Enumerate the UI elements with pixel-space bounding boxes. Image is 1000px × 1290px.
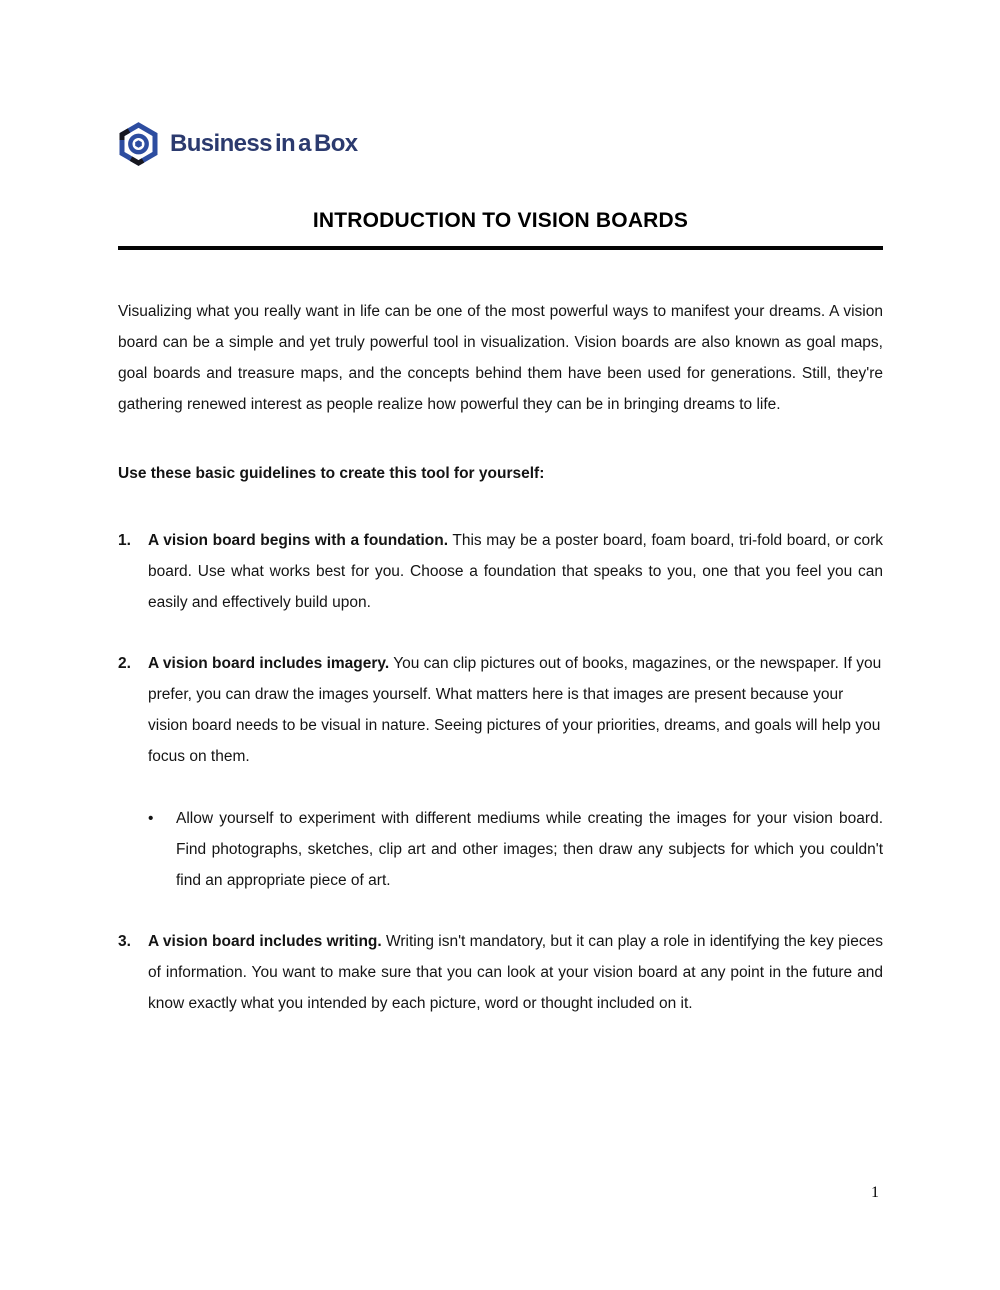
- intro-paragraph: Visualizing what you really want in life can be one of the most powerful ways to manifest your dreams. A vision board can be a simple and yet truly powerful tool in visualization. Vision boards are also known as goal maps, goal boards and treasure maps, and the concepts behind them have been used for generations. Still, they're gathering renewed interest as people realize how powerful they can be in bringing dreams to life.: [118, 303, 883, 413]
- list-item-1: [118, 525, 883, 618]
- list-item-text: [148, 926, 883, 1019]
- logo: [118, 0, 883, 164]
- list-item-text: [148, 525, 883, 618]
- list-item-lead: A vision board includes writing.: [148, 933, 382, 950]
- list-item-body: Writing isn't mandatory, but it can play a role in identifying the key pieces of information. You want to make sure that you can look at your vision board at any point in the future and know exactly what you intended by each picture, word or thought included on it.: [148, 933, 883, 1012]
- title-rule: [118, 246, 883, 250]
- bullet-text: Allow yourself to experiment with different mediums while creating the images for your vision board. Find photographs, sketches, clip art and other images; then draw any subjects for which you couldn't find an appropriate piece of art.: [176, 810, 883, 889]
- list-number: 2.: [118, 655, 131, 672]
- bullet-icon: •: [148, 810, 154, 827]
- list-item-3: [118, 926, 883, 1019]
- hexagon-target-icon: [118, 122, 159, 166]
- list-item-text: [148, 648, 883, 772]
- list-item-lead: A vision board includes imagery.: [148, 655, 390, 672]
- bullet-item: [118, 803, 883, 896]
- page-title: INTRODUCTION TO VISION BOARDS: [312, 209, 689, 232]
- list-number: 1.: [118, 532, 131, 549]
- page-number: 1: [871, 1184, 879, 1201]
- list-item-body: This may be a poster board, foam board, tri-fold board, or cork board. Use what works best for you. Choose a foundation that speaks to you, one that you feel you can easily and effectively build upon.: [148, 532, 883, 611]
- list-number: 3.: [118, 933, 131, 950]
- list-item-body: You can clip pictures out of books, magazines, or the newspaper. If you prefer, you can draw the images yourself. What matters here is that images are present because your vision board needs to be visual in nature. Seeing pictures of your priorities, dreams, and goals will help you focus on them.: [148, 655, 882, 765]
- list-item-2: [118, 648, 883, 772]
- list-item-lead: A vision board begins with a foundation.: [148, 532, 449, 549]
- guidelines-heading: Use these basic guidelines to create this tool for yourself:: [118, 465, 545, 482]
- logo-wordmark: Business in a Box: [170, 130, 358, 157]
